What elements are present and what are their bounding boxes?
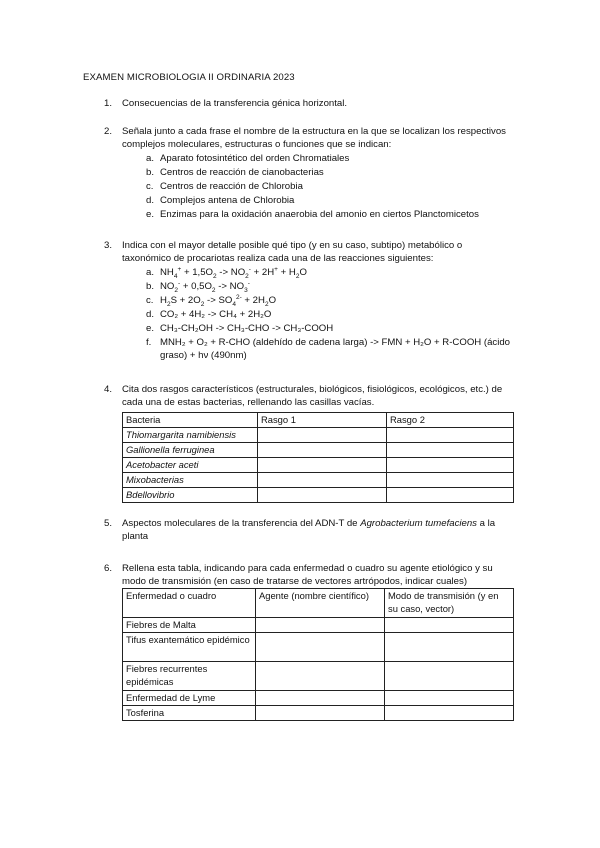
list-item: c. Centros de reacción de Chlorobia <box>146 181 303 192</box>
answer-cell[interactable] <box>258 488 387 503</box>
answer-cell[interactable] <box>256 633 385 662</box>
question-5 <box>104 517 524 547</box>
answer-cell[interactable] <box>256 706 385 721</box>
column-header: Rasgo 2 <box>387 413 514 428</box>
list-item: a. $NH_4^+ + 1,5O_2 -> NO_2^- + 2H^+ + H_2O$ <box>146 265 307 280</box>
answer-cell[interactable] <box>258 428 387 443</box>
reaction-d: CO₂ + 4H₂ -> CH₄ + 2H₂O <box>160 309 272 320</box>
answer-cell[interactable] <box>387 443 514 458</box>
answer-cell[interactable] <box>258 458 387 473</box>
answer-cell[interactable] <box>385 691 514 706</box>
diseases-table <box>122 588 514 721</box>
table-header-row <box>123 413 514 428</box>
list-item: e. Enzimas para la oxidación anaerobia del amonio en ciertos Planctomicetos <box>146 209 479 220</box>
question-4-number: 4. <box>104 384 113 395</box>
answer-cell[interactable] <box>258 443 387 458</box>
question-2 <box>104 125 524 225</box>
question-5-text: Aspectos moleculares de la transferencia del ADN-T de Agrobacterium tumefaciens a la planta <box>122 518 496 542</box>
table-row: Tosferina <box>123 706 514 721</box>
question-3 <box>104 239 524 369</box>
answer-cell[interactable] <box>387 473 514 488</box>
reaction-b: $NO_2^- + 0,5O_2 -> NO_3^-$ <box>160 279 250 294</box>
question-6-text: Rellena esta tabla, indicando para cada enfermedad o cuadro su agente etiológico y su modo de transmisión (en caso de tratarse de vectores artrópodos, indicar cuales) <box>122 563 493 587</box>
answer-cell[interactable] <box>256 691 385 706</box>
question-2-body <box>122 125 524 222</box>
question-1 <box>104 97 524 111</box>
list-item: d. Complejos antena de Chlorobia <box>146 195 295 206</box>
table-row: Fiebres recurrentes epidémicas <box>123 662 514 691</box>
bacteria-table <box>122 412 514 503</box>
question-6-number: 6. <box>104 563 113 574</box>
question-5-number: 5. <box>104 518 113 529</box>
answer-cell[interactable] <box>385 618 514 633</box>
reaction-e: CH₃-CH₂OH -> CH₃-CHO -> CH₃-COOH <box>160 323 334 334</box>
column-header: Modo de transmisión (y en su caso, vector) <box>385 589 514 618</box>
table-row: Fiebres de Malta <box>123 618 514 633</box>
table-row: Gallionella ferruginea <box>123 443 514 458</box>
answer-cell[interactable] <box>387 488 514 503</box>
question-1-text: Consecuencias de la transferencia génica horizontal. <box>122 98 348 109</box>
column-header: Enfermedad o cuadro <box>123 589 256 618</box>
question-4-text: Cita dos rasgos característicos (estructurales, biológicos, fisiológicos, ecológicos, etc.) de cada una de estas bacterias, rellenando las casillas vacías. <box>122 384 503 408</box>
table-row: Acetobacter aceti <box>123 458 514 473</box>
list-item: b. $NO_2^- + 0,5O_2 -> NO_3^-$ <box>146 279 250 294</box>
answer-cell[interactable] <box>387 458 514 473</box>
table-row: Tifus exantemático epidémico <box>123 633 514 662</box>
table-header-row <box>123 589 514 618</box>
question-2-number: 2. <box>104 126 113 137</box>
table-row: Bdellovibrio <box>123 488 514 503</box>
table-row: Thiomargarita namibiensis <box>123 428 514 443</box>
list-item: f. MNH₂ + O₂ + R-CHO (aldehído de cadena larga) -> FMN + H₂O + R-COOH (ácido graso) + hν (490nm) <box>122 336 524 364</box>
column-header: Bacteria <box>123 413 258 428</box>
answer-cell[interactable] <box>385 662 514 691</box>
question-3-number: 3. <box>104 240 113 251</box>
list-item: d. CO₂ + 4H₂ -> CH₄ + 2H₂O <box>146 309 272 320</box>
question-3-text: Indica con el mayor detalle posible qué tipo (y en su caso, subtipo) metabólico o taxonómico de procariotas realiza cada una de las reacciones siguientes: <box>122 240 463 264</box>
list-item: e. CH₃-CH₂OH -> CH₃-CHO -> CH₃-COOH <box>146 323 334 334</box>
answer-cell[interactable] <box>387 428 514 443</box>
list-item: a. Aparato fotosintético del orden Chromatiales <box>146 153 350 164</box>
answer-cell[interactable] <box>385 706 514 721</box>
answer-cell[interactable] <box>256 618 385 633</box>
column-header: Rasgo 1 <box>258 413 387 428</box>
table-row: Mixobacterias <box>123 473 514 488</box>
question-4 <box>104 383 524 413</box>
exam-title: EXAMEN MICROBIOLOGIA II ORDINARIA 2023 <box>83 72 295 83</box>
question-3-body <box>122 239 524 364</box>
list-item: b. Centros de reacción de cianobacterias <box>146 167 324 178</box>
table-row: Enfermedad de Lyme <box>123 691 514 706</box>
question-2-text: Señala junto a cada frase el nombre de la estructura en la que se localizan los respectivos complejos moleculares, estructuras o funciones que se indican: <box>122 126 506 150</box>
answer-cell[interactable] <box>258 473 387 488</box>
question-1-number: 1. <box>104 98 113 109</box>
reaction-a: $NH_4^+ + 1,5O_2 -> NO_2^- + 2H^+ + H_2O$ <box>160 265 307 280</box>
answer-cell[interactable] <box>256 662 385 691</box>
answer-cell[interactable] <box>385 633 514 662</box>
column-header: Agente (nombre científico) <box>256 589 385 618</box>
list-item: c. $H_2S + 2O_2 -> SO_4^{2-} + 2H_2O$ <box>146 293 277 308</box>
reaction-c: $H_2S + 2O_2 -> SO_4^{2-} + 2H_2O$ <box>160 293 277 308</box>
reaction-f: MNH₂ + O₂ + R-CHO (aldehído de cadena larga) -> FMN + H₂O + R-COOH (ácido graso) + hν (490nm) <box>160 337 510 361</box>
